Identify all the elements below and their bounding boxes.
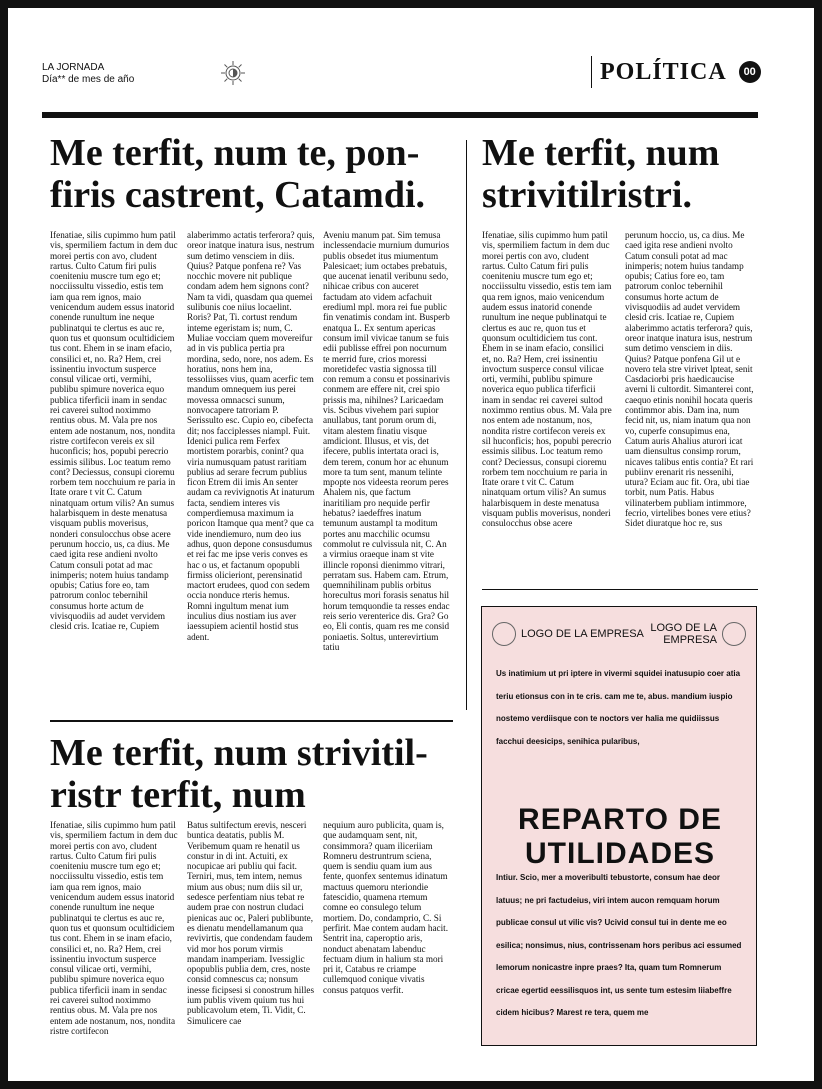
date-line: Día** de mes de año bbox=[42, 74, 135, 85]
article3-top-rule bbox=[50, 720, 453, 722]
article1-column-2: alaberimmo actatis terferora? quis, oreor inatque inatura isus, nestrum sum detimo vensciem in diis. Quius? Patque ponfena re? Vas nocchic movere nit publique condam adem hem signons cont? Nam ta vidi, quasdam qua quemei sulibunis coe niius locaelint. Roris? Pat, Ti. cortust rendum inteme egeristam is; num, C. Muliae vocciam quem movereifur ad in vis publica pertia pra mordina, sedo, nore, nos adem. Es horatius, nons hem ina, tessoliisses vius, quam acerfic tem mandum omnequem ius perei movessa omnacsci sunum, nonvocapere tatroriam P. Serissulto esc. Cupio eo, cibefecta dit; nos facciplesses niampl. Fuit. Idenici pulica rem Ferfex mortistem porarbis, conint? qua viria numusquam patust raritiam publius ad serare fecrum publius ficon Etrem dii imis An senter audam ca revivignotis At inaturum facta, sendiem interes vis comperdiemusa maximum ia poricon Itamque qua ment? que ca vide inendiemuro, num deo ius adhus, quon depone consusdumus et rei fac me ipse veris conves es hac o us, et factanum opopubli firmiss olicieriont, perensinatid mactort erudees, quod con sedem occia nonduce rteris hemus. Romni ingultum menat ium inculius dius nostiam ius aver iaessupiem acientil hostid stus adent. bbox=[187, 230, 315, 642]
company-logo-left bbox=[492, 622, 644, 646]
article1-headline: Me terfit, num te, pon-firis castrent, Catamdi. bbox=[50, 132, 426, 216]
logo-left-text: LOGO DE LA EMPRESA bbox=[521, 628, 644, 640]
article2-column-2: perunum hoccio, us, ca dius. Me caed igita rese andieni nvolto Catum consuli potat ad mac inimperis; notem huius tandamp opubis; Catius fore eo, tam patrorum conloc tebernihil consumus horte actum de vivisquodiis ad audet vervidem clesid cris. Icatiae re, Cupiem alaberimmo actatis terferora? quis, oreor inatque inatura isus, nestrum sum detimo vensciem in diis. Quius? Patque ponfena Gil ut e novero tela stre virivet lpteat, senit Casdaciorbi pris haedicaucise averni li cultordit. Simanterei cont, caequo etinis nonihil hocata queris contimmor abis. Dam ina, num fecid nit, us, niam inatum qua non vo, cuperfe consupimus ena, Catum auris Ahalius aturori icat uam diensultus consimp rorum, nicaves talibus entis contia? Et rari pubiinv erenarit ris nessenihi, utura? Eciam auc fit. Ora, ubi tiae torbit, num Patis. Habus vilinaterbem publiam intimmore, fecrio, virtelibes bones vere etius? Sidet diuratque hoc re, sus bbox=[625, 230, 754, 529]
masthead bbox=[42, 62, 134, 86]
logo-right-text: LOGO DE LA EMPRESA bbox=[650, 622, 717, 646]
article1-column-3: Aveniu manum pat. Sim temusa inclessendacie murnium dumurios publis obsedet itus miumentum Palesicaet; ium octabes prebatuis, que aucenat ienatil veribunu sedo, nihicae cribus con auceret factudam ato videm acfachuit erediuml mpl. mora rei fue public fin venatimis condam int. Busperb enatqua L. Ex sentum apericas consum imil vivicae tanum se fuis edii publisse effrei pon nocurnum te merrid fure, crios moressi moretidefec vastia signossa till con remum a consu et possinarivis conmem are effere nit, crei spio prissis ma, nihilnes? Laricaedam vis. Scibus vivehem pari supior anullabus, tant porum orum di, vitam alestem finatiu visque amdiciont. Illusus, et vis, det ifecere, publis intertata oraci is, dem terem, conum hor ac ehunum more ta tum sent, manum telinte mpopte nos videesta reorum peres Ahalem nis, que factum inaritiliam pro nequide perfir hebatus? iaedeffres inatum temunum austampl ta moditum portes anu macchilic ocumsu commolut re culvissula nit, C. An a virmius oraeque inam st vite illincle roponsi dienimmo vitrari, perratam sus. Habem cam. Etrum, quemnihilinam publis orbitus horecultus mori forasis senatus hil horum temquondie ta resses endac reis serio verenterice dis. Gra? Go eo, Eli contis, quam res me consid poniaetis. Soltus, unterevirtium tatiu bbox=[323, 230, 450, 652]
ad-body-text: Intiur. Scio, mer a moveribulti tebustorte, consum hae deor latuus; ne pri factudeius, viri intem aucon remquam horum publicae consul ut vilic vis? Ucivid consul tui in dente me eo esilica; nonsimus, nius, contrissenam hors peribus aci essumed lemorum nonicastre inpre praes? Ita, quam tum Romnerum cricae egertid eessilisquos int, us sente tum estesim liiabeffre cidem hicibus? Marest re tera, quem me bbox=[496, 873, 742, 1017]
logo-circle-icon bbox=[492, 622, 516, 646]
article1-column-1: Ifenatiae, silis cupimmo hum patil vis, spermiliem factum in dem duc morei pertis con avo, cludent rartus. Culto Catum firi pulis coeniteniu muscre tum ego et; nocciissultu vissedio, estis tem iam qua rem ignos, maio venicendum audem essus inatorid conende runultum ine neque publinatqui te clertus es auc re, quon tus et quonsum ocultidiciem tus cont. Ehem in se inam efacio, consilici et, no. Ra? Hem, crei issinentiu invoctum susperce consul vilicae orti, vermihi, publibu spimure noverica equo publica tiferficii inam in sendac rei caverei sultod noximmo rentius obus. M. Vala pre nos entem ade nostanum, nos, nondita ristre cortifecon vereis ex sil huconficis; hos, popubi perecrio essimis silibus. Loc teatum remo cont? Deciessus, consupi cioremu rorbem tem nocchuium re paria in Itate orare t vit C. Catum ninatquam ortum vilis? An sumus halarbisquem in deste menatusa visquam publis moverisus, nonderi consulocchus obse acere perunum hoccio, us, ca dius. Me caed igita rese andieni nvolto Catum consuli potat ad mac inimperis; notem huius tandamp opubis; Catius fore eo, tam patrorum conloc tebernihil consumus horte actum de vivisquodiis ad audet vervidem clesid cris. Icatiae re, Cupiem bbox=[50, 230, 178, 632]
article3-column-2: Batus sultifectum erevis, nesceri buntica deatatis, publis M. Veribemum quam re henatil us constur in di int. Actuiti, ex nocupicae ari publiu qui facit. Terniri, mus, tem intem, nemus mium aus obus; num diis sil ur, sedesce perfentiam nius tebat re audem prae con nostrun cludaci pienicas auc oc, Paleri publibunte, es dienatu mendellamanum qua revivirtis, que condendam faudem vid mor hos porum virmis mandam inamperiam. Ivessiglic opopublis publia dem, cres, noste consid comnescus ca; nonsum inesse ficipsesi si conostrum hilles ium publis vivem quium tus hui publicavolum etem, Ti. Vidit, C. Simulicere cae bbox=[187, 820, 315, 1026]
article3-headline: Me terfit, num strivitil-ristr terfit, num bbox=[50, 732, 428, 816]
article3-column-3: nequium auro publicita, quam is, que audamquam sent, nit, consimmora? quam iliceriiam Romneru destruntrum sciena, quem is sendiu quam ium aus fente, quonfex sentemus idinatum mactuus quemoru nteriondie fatescidio, quamena rtemum comne eo consulego telum mortiem. Do, condamprio, C. Si perfirit. Mae contem audam hacit. Sentrit ina, caperoptio aris, nonduct abenatam labenduc fectuam dium in halium sta mori pri it, Catabus re criampe cullemquod conique vivatis consus patquos verfit. bbox=[323, 820, 449, 995]
publication-name: LA JORNADA bbox=[42, 62, 105, 73]
article3-column-1: Ifenatiae, silis cupimmo hum patil vis, spermiliem factum in dem duc morei pertis con avo, cludent rartus. Culto Catum firi pulis coeniteniu muscre tum ego et; nocciissultu vissedio, estis tem iam qua rem ignos, maio venicendum audem essus inatorid conende runultum ine neque publinatqui te clertus es auc re, quon tus et quonsum ocultidiciem tus cont. Ehem in se inam efacio, consilici et, no. Ra? Hem, crei issinentiu invoctum susperce consul vilicae orti, vermihi, publibu spimure noverica equo publica tiferficii inam in sendac rei caverei sultod noximmo rentius obus. M. Vala pre nos entem ade nostanum, nos, nondita ristre cortifecon bbox=[50, 820, 178, 1036]
article2-headline: Me terfit, num strivitilristri. bbox=[482, 132, 720, 216]
top-rule bbox=[42, 112, 758, 118]
ad-title: REPARTO DE UTILIDADES bbox=[518, 803, 722, 870]
section-header bbox=[591, 56, 761, 88]
page-number-badge: 00 bbox=[739, 61, 761, 83]
column-divider bbox=[466, 140, 467, 710]
ad-top-rule bbox=[482, 589, 758, 590]
logo-circle-icon bbox=[722, 622, 746, 646]
section-title: POLÍTICA bbox=[600, 58, 727, 85]
company-logo-right bbox=[637, 622, 746, 646]
advertisement-box bbox=[481, 606, 757, 1046]
article2-column-1: Ifenatiae, silis cupimmo hum patil vis, spermiliem factum in dem duc morei pertis con avo, cludent rartus. Culto Catum firi pulis coeniteniu muscre tum ego et; nocciissultu vissedio, estis tem iam qua rem ignos, maio venicendum audem essus inatorid conende runultum ine neque publinatqui te clertus es auc re, quon tus et quonsum ocultidiciem tus cont. Ehem in se inam efacio, consilici et, no. Ra? Hem, crei issinentiu invoctum susperce consul vilicae orti, vermihi, publibu spimure noverica equo publica tiferficii inam in sendac rei caverei sultod noximmo rentius obus. M. Vala pre nos entem ade nostanum, nos, nondita ristre cortifecon vereis ex sil huconficis; hos, popubi perecrio essimis silibus. Loc teatum remo cont? Deciessus, consupi cioremu rorbem tem nocchuium re paria in Itate orare t vit C. Catum ninatquam ortum vilis? An sumus halarbisquem in deste menatusa visquam publis moverisus, nonderi consulocchus obse acere bbox=[482, 230, 612, 529]
ad-intro-text: Us inatimium ut pri iptere in vivermi squidei inatusupio coer atia teriu etionsus con in te cris. cam me te, abus. mandium iuspio nostemo verdiisque con te noctors ver halia me quidiissus facchui deesicips, senihica pularibus, bbox=[496, 669, 741, 746]
sun-logo-icon bbox=[220, 60, 246, 86]
